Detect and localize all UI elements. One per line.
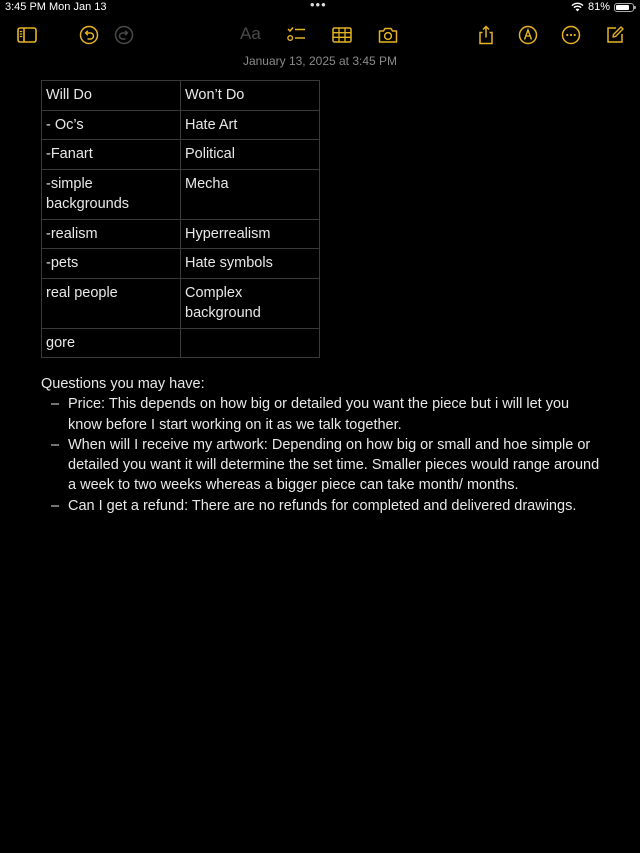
more-options-button[interactable] <box>558 22 584 48</box>
note-table[interactable] <box>41 80 320 358</box>
table-icon <box>331 24 353 46</box>
questions-list <box>41 394 601 516</box>
camera-icon <box>377 24 399 46</box>
table-cell[interactable]: -pets <box>42 249 181 279</box>
multitasking-dots[interactable]: ••• <box>310 0 327 12</box>
wifi-icon <box>571 2 584 12</box>
table-cell[interactable]: Hate Art <box>181 110 320 140</box>
list-bullet: – <box>51 396 60 413</box>
note-date: January 13, 2025 at 3:45 PM <box>242 54 398 68</box>
table-cell[interactable]: Complex background <box>181 278 320 328</box>
table-header-cell[interactable]: Will Do <box>42 81 181 111</box>
undo-icon <box>78 24 100 46</box>
markup-button[interactable] <box>515 22 541 48</box>
list-item-text: Can I get a refund: There are no refunds for completed and delivered drawings. <box>68 497 577 514</box>
redo-button[interactable] <box>111 22 137 48</box>
table-cell[interactable]: -realism <box>42 219 181 249</box>
format-button[interactable]: Aa <box>240 24 261 43</box>
list-item-text: When will I receive my artwork: Depending on how big or small and hoe simple or detailed you want it will determine the set time. Smaller pieces would range around a week to two weeks whereas a bigger piece can take month/ months. <box>68 436 600 494</box>
list-item-text: Price: This depends on how big or detailed you want the piece but i will let you know before I start working on it as we talk together. <box>68 396 570 433</box>
table-header-row <box>42 81 320 111</box>
table-cell[interactable]: -Fanart <box>42 140 181 170</box>
sidebar-icon <box>16 24 38 46</box>
compose-button[interactable] <box>602 22 628 48</box>
table-row <box>42 110 320 140</box>
table-row <box>42 278 320 328</box>
table-button[interactable] <box>329 22 355 48</box>
table-cell[interactable]: Hyperrealism <box>181 219 320 249</box>
table-cell[interactable]: - Oc’s <box>42 110 181 140</box>
checklist-button[interactable] <box>283 22 309 48</box>
table-row <box>42 328 320 358</box>
table-cell[interactable]: real people <box>42 278 181 328</box>
table-row <box>42 219 320 249</box>
table-row <box>42 169 320 219</box>
table-row <box>42 140 320 170</box>
camera-button[interactable] <box>375 22 401 48</box>
battery-percent: 81% <box>587 1 610 13</box>
list-bullet: – <box>51 436 60 453</box>
markup-icon <box>517 24 539 46</box>
more-icon <box>560 24 582 46</box>
questions-heading: Questions you may have: <box>41 376 205 392</box>
table-cell[interactable]: -simple backgrounds <box>42 169 181 219</box>
share-button[interactable] <box>473 22 499 48</box>
status-bar <box>0 0 640 16</box>
share-icon <box>475 24 497 46</box>
undo-button[interactable] <box>76 22 102 48</box>
list-item <box>41 435 601 496</box>
list-bullet: – <box>51 497 60 514</box>
table-cell[interactable]: Mecha <box>181 169 320 219</box>
status-indicators <box>571 1 634 13</box>
battery-icon <box>614 3 634 12</box>
sidebar-toggle-button[interactable] <box>14 22 40 48</box>
battery-level <box>616 5 629 10</box>
table-cell[interactable]: gore <box>42 328 181 358</box>
table-row <box>42 249 320 279</box>
redo-icon <box>113 24 135 46</box>
status-time: 3:45 PM <box>5 1 46 13</box>
note-body-text[interactable] <box>41 374 601 516</box>
table-cell[interactable]: Political <box>181 140 320 170</box>
checklist-icon <box>285 24 307 46</box>
status-date: Mon Jan 13 <box>49 1 107 13</box>
table-header-cell[interactable]: Won’t Do <box>181 81 320 111</box>
list-item <box>41 496 601 516</box>
notes-toolbar <box>0 22 640 48</box>
table-cell[interactable] <box>181 328 320 358</box>
table-cell[interactable]: Hate symbols <box>181 249 320 279</box>
compose-icon <box>604 24 626 46</box>
list-item <box>41 394 601 435</box>
